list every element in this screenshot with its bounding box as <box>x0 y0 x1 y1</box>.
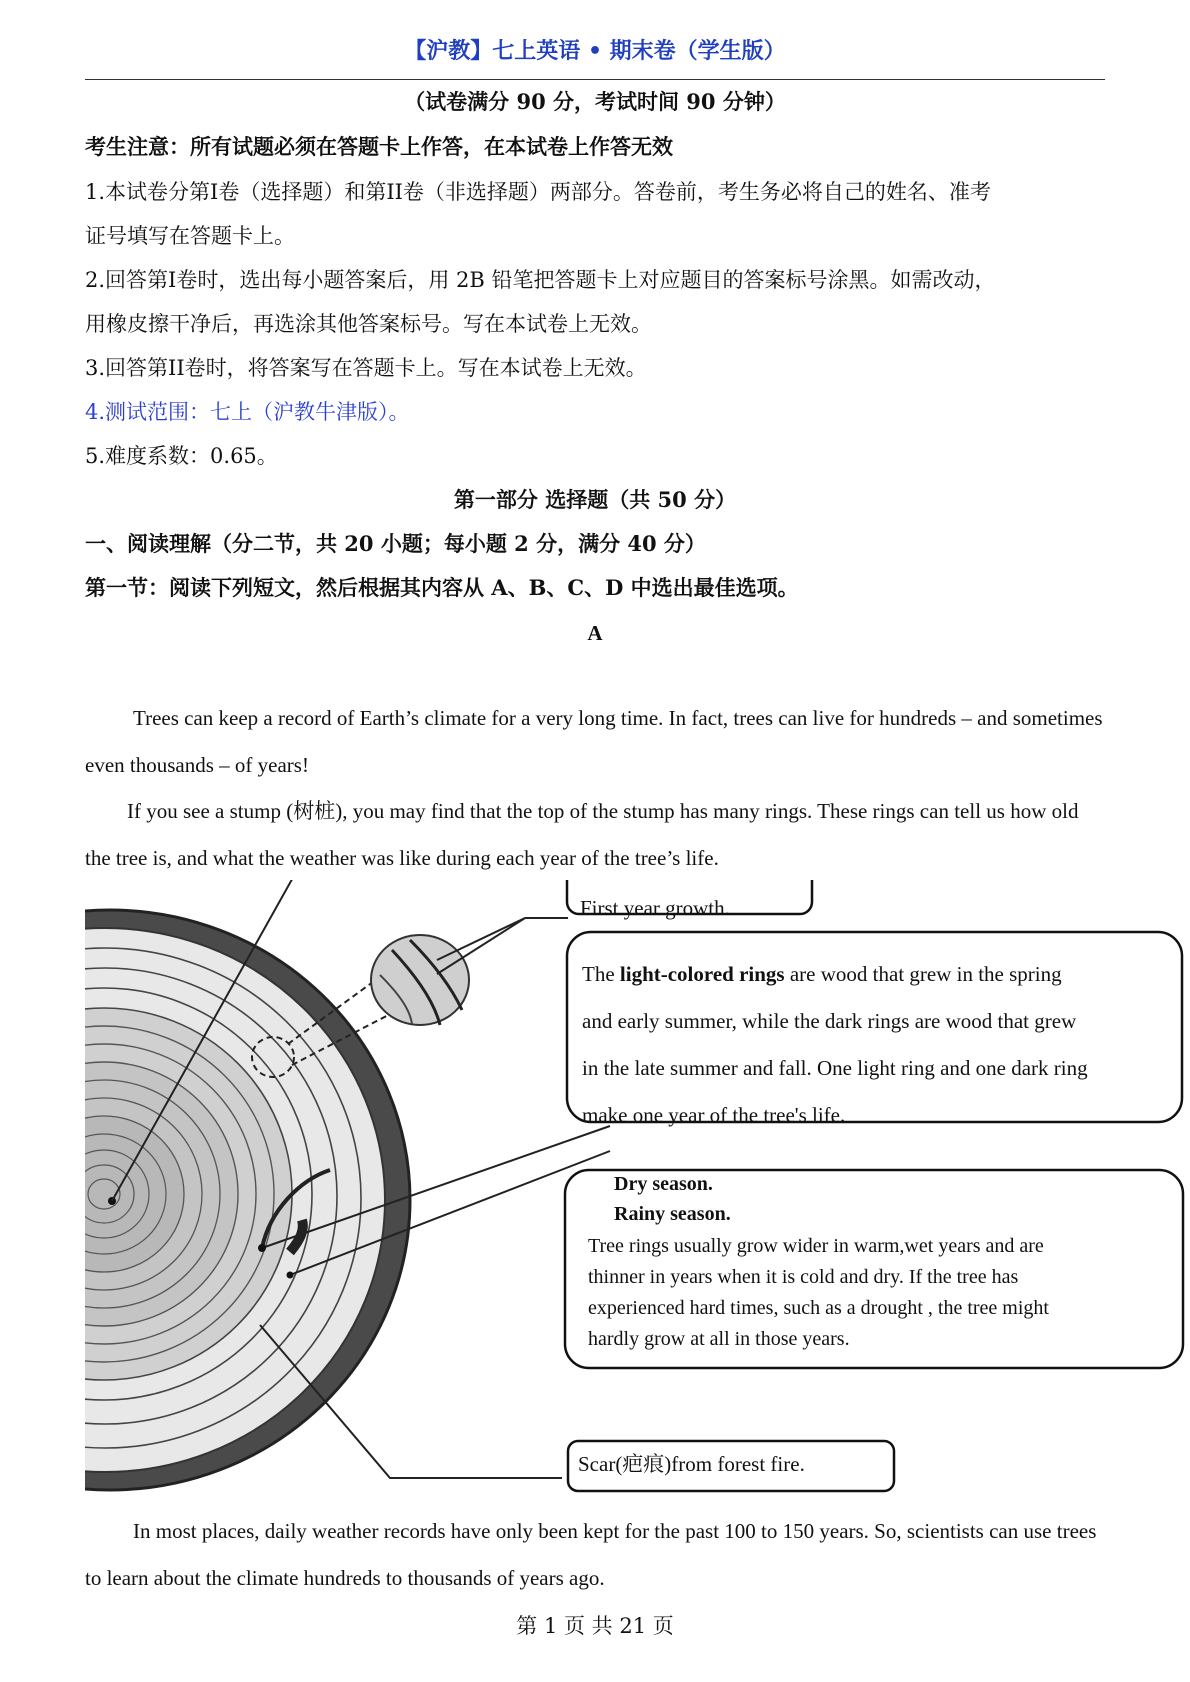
passage-label: A <box>587 621 603 645</box>
notice-item-3: 3.回答第II卷时，将答案写在答题卡上。写在本试卷上无效。 <box>85 356 647 380</box>
notice-item-5: 5.难度系数：0.65。 <box>85 444 278 468</box>
page-header-title: 【沪教】七上英语 • 期末卷（学生版） <box>404 39 786 64</box>
section-heading: 一、阅读理解（分二节，共 20 小题；每小题 2 分，满分 40 分） <box>85 531 706 556</box>
notice-item-1-line-1: 1.本试卷分第I卷（选择题）和第II卷（非选择题）两部分。答卷前，考生务必将自己的姓名、准考 <box>85 180 991 204</box>
page-footer: 第 1 页 共 21 页 <box>516 1614 674 1638</box>
stump-illustration <box>0 910 410 1490</box>
part1-title: 第一部分 选择题（共 50 分） <box>453 487 737 512</box>
passage-paragraph-1: Trees can keep a record of Earth’s climate for a very long time. In fact, trees can live for hundreds – and sometimes even thousands – of years! <box>85 706 1103 777</box>
passage-paragraph-2: If you see a stump (树桩), you may find that the top of the stump has many rings. These rings can tell us how old the tree is, and what the weather was like during each year of the tree’s life. <box>85 799 1079 870</box>
notice-item-4: 4.测试范围：七上（沪教牛津版）。 <box>85 400 410 424</box>
notice-heading: 考生注意：所有试题必须在答题卡上作答，在本试卷上作答无效 <box>85 134 673 159</box>
exam-info: （试卷满分 90 分，考试时间 90 分钟） <box>404 89 786 114</box>
light-rings-bold-term: light-colored rings <box>619 962 785 986</box>
label-growth-explanation: Tree rings usually grow wider in warm,wet years and are thinner in years when it is cold and dry. If the tree has experienced hard times, such as a drought , the tree might hardly grow at all in those years. <box>588 1235 1049 1350</box>
label-rainy-season: Rainy season. <box>614 1203 731 1225</box>
label-light-rings: The light-colored rings are wood that grew in the spring and early summer, while the dark rings are wood that grew in the late summer and fall. One light ring and one dark ring make one year of the tree's life. <box>582 962 1088 1127</box>
subsection-heading: 第一节：阅读下列短文，然后根据其内容从 A、B、C、D 中选出最佳选项。 <box>85 575 799 600</box>
notice-item-2-line-2: 用橡皮擦干净后，再选涂其他答案标号。写在本试卷上无效。 <box>85 312 652 336</box>
label-scar: Scar(疤痕)from forest fire. <box>578 1452 805 1476</box>
passage-paragraph-3: In most places, daily weather records have only been kept for the past 100 to 150 years. So, scientists can use trees to learn about the climate hundreds to thousands of years ago. <box>85 1519 1097 1590</box>
label-first-year: First year growth. <box>580 896 730 920</box>
notice-item-2-line-1: 2.回答第I卷时，选出每小题答案后，用 2B 铅笔把答题卡上对应题目的答案标号涂黑。如需改动， <box>85 268 996 292</box>
header-divider <box>85 79 1105 80</box>
label-dry-season: Dry season. <box>614 1173 713 1195</box>
notice-item-1-line-2: 证号填写在答题卡上。 <box>85 224 295 248</box>
